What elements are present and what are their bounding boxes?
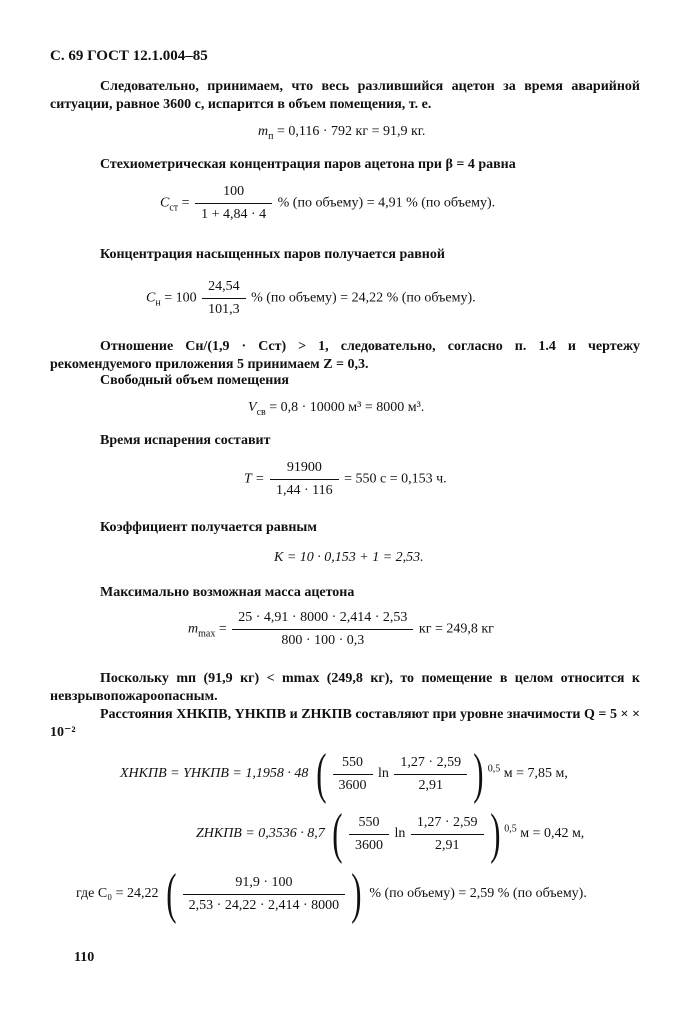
formula-c0: где C₀ = 24,22 ( $\frac{91,9 \cdot 100}{2,53 \cdot 24,22 \cdot 2,414 \cdot 8000}$ ) % (по объему) = 2,59 % (по объему). bbox=[76, 863, 587, 925]
page-number: 110 bbox=[74, 950, 95, 965]
formula-evaporation-time: T = $\frac{91900}{1,44 \cdot 116}$ = 550 с = 0,153 ч. bbox=[244, 460, 447, 498]
page-header: С. 69 ГОСТ 12.1.004–85 bbox=[50, 48, 208, 64]
paragraph-evaporation-time: Время испарения составит bbox=[100, 433, 271, 448]
paragraph-max-mass: Максимально возможная масса ацетона bbox=[100, 585, 355, 600]
paragraph-distances: Расстояния XНКПВ, YНКПВ и ZНКПВ составляют при уровне значимости Q = 5 × × 10⁻² bbox=[50, 707, 640, 740]
paragraph-coefficient: Коэффициент получается равным bbox=[100, 520, 317, 535]
formula-saturated-concentration: $C_н = 100$ $\frac{24,54}{101,3}$ % (по объему) = 24,22 % (по объему). bbox=[146, 279, 476, 317]
formula-z-distance: ZНКПВ = 0,3536 · 8,7 ( $\frac{550}{3600}$ ln $\frac{1,27 \cdot 2,59}{2,91}$ ) $^{0,5}$ м = 0,42 м, bbox=[196, 803, 585, 865]
paragraph-stoichiometric: Стехиометрическая концентрация паров ацетона при β = 4 равна bbox=[100, 157, 516, 172]
formula-free-volume: $V_{св} = 0,8 \cdot 10000$ м³ = 8000 м³. bbox=[248, 400, 425, 418]
formula-mass-evaporated: $m_п = 0,116 \cdot 792$ кг = 91,9 кг. bbox=[258, 124, 426, 142]
paragraph-saturated-vapor: Концентрация насыщенных паров получается равной bbox=[100, 247, 445, 262]
formula-stoichiometric-concentration: $C_{ст}$ = $\frac{100}{1 + 4,84 \cdot 4}$ % (по объему) = 4,91 % (по объему). bbox=[160, 184, 496, 222]
formula-coefficient: K = 10 · 0,153 + 1 = 2,53. bbox=[274, 550, 424, 565]
formula-x-y-distance: XНКПВ = YНКПВ = 1,1958 · 48 ( $\frac{550}{3600}$ ln $\frac{1,27 \cdot 2,59}{2,91}$ ) $^{0,5}$ м = 7,85 м, bbox=[120, 743, 568, 805]
paragraph-free-volume: Свободный объем помещения bbox=[100, 373, 289, 388]
formula-max-mass: $m_{max}$ = $\frac{25 \cdot 4,91 \cdot 8000 \cdot 2,414 \cdot 2,53}{800 \cdot 100 \cdot 0,3}$ кг = 249,8 кг bbox=[188, 610, 494, 648]
paragraph-acetone-evaporation: Следовательно, принимаем, что весь разлившийся ацетон за время аварийной ситуации, равное 3600 с, испарится в объем помещения, т. е. bbox=[50, 79, 640, 112]
paragraph-conclusion: Поскольку mп (91,9 кг) < mmax (249,8 кг), то помещение в целом относится к невзрывопожароопасным. bbox=[50, 671, 640, 704]
paragraph-ratio: Отношение Cн/(1,9 · Cст) > 1, следовательно, согласно п. 1.4 и чертежу рекомендуемого приложения 5 принимаем Z = 0,3. bbox=[50, 339, 640, 372]
